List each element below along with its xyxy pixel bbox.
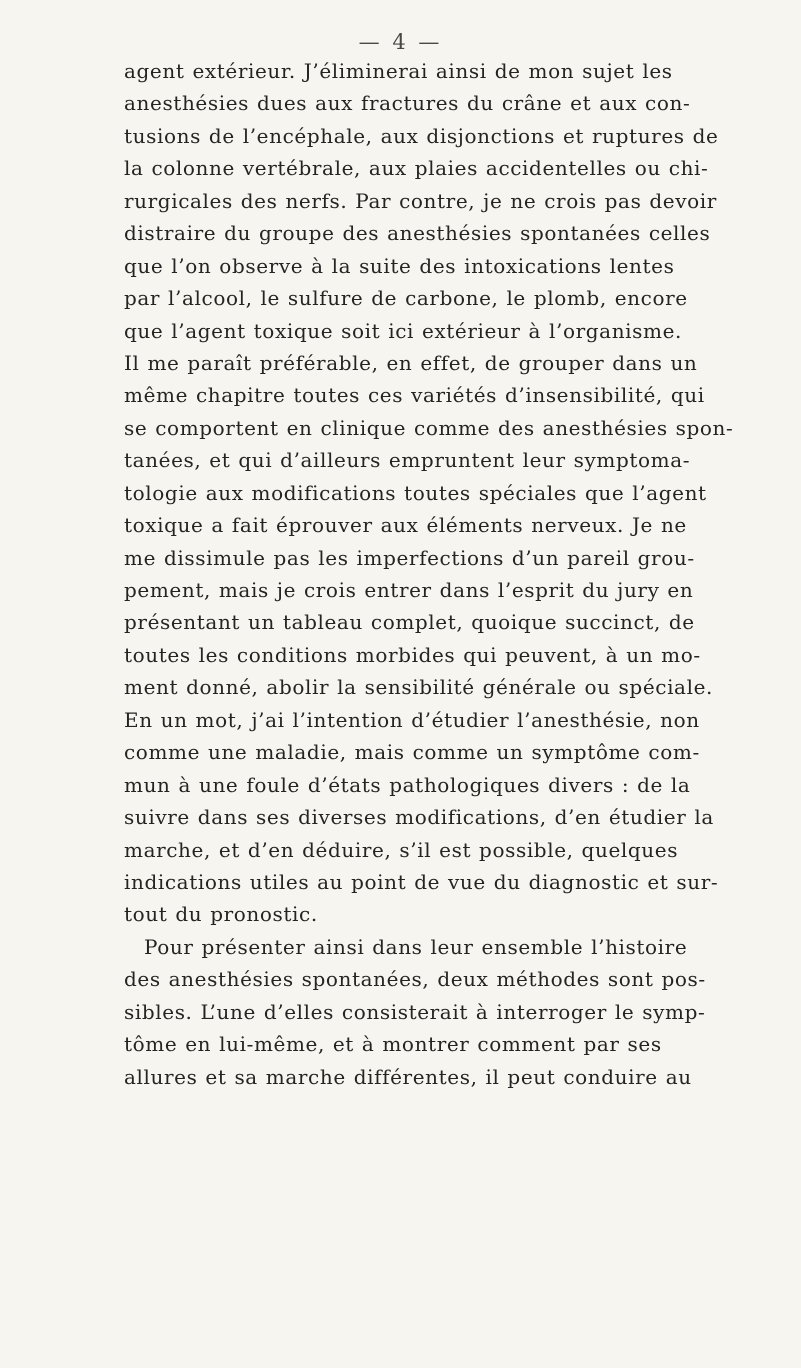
text-line: pement, mais je crois entrer dans l’esprit du jury en <box>124 578 694 602</box>
text-line: distraire du groupe des anesthésies spontanées celles <box>124 221 711 246</box>
text-line: comme une maladie, mais comme un symptôme com- <box>124 740 700 765</box>
text-line: Il me paraît préférable, en effet, de grouper dans un <box>124 350 698 375</box>
text-line: suivre dans ses diverses modifications, d’en étudier la <box>124 805 714 830</box>
text-line: sibles. L’une d’elles consisterait à interroger le symp- <box>124 999 706 1024</box>
text-line: toutes les conditions morbides qui peuvent, à un mo- <box>124 642 701 667</box>
text-line: par l’alcool, le sulfure de carbone, le plomb, encore <box>124 286 688 311</box>
text-line: ment donné, abolir la sensibilité générale ou spéciale. <box>124 675 713 700</box>
text-line: que l’agent toxique soit ici extérieur à l’organisme. <box>124 318 682 343</box>
text-line: tologie aux modifications toutes spéciales que l’agent <box>124 480 707 505</box>
text-line: présentant un tableau complet, quoique succinct, de <box>124 610 695 635</box>
text-line: agent extérieur. J’éliminerai ainsi de mon sujet les <box>124 59 673 83</box>
body-text <box>124 55 801 1093</box>
text-line: mun à une foule d’états pathologiques divers : de la <box>124 772 691 797</box>
text-line: rurgicales des nerfs. Par contre, je ne crois pas devoir <box>124 188 717 213</box>
text-line: anesthésies dues aux fractures du crâne et aux con- <box>124 91 691 116</box>
text-line: En un mot, j’ai l’intention d’étudier l’anesthésie, non <box>124 707 700 732</box>
text-line: tout du pronostic. <box>124 902 318 927</box>
text-line: marche, et d’en déduire, s’il est possible, quelques <box>124 837 679 862</box>
page-number: — 4 — <box>358 30 443 54</box>
text-line: des anesthésies spontanées, deux méthodes sont pos- <box>124 967 706 992</box>
text-line: allures et sa marche différentes, il peut conduire au <box>124 1064 692 1089</box>
text-line: même chapitre toutes ces variétés d’insensibilité, qui <box>124 383 705 408</box>
text-line: la colonne vertébrale, aux plaies accidentelles ou chi- <box>124 156 709 181</box>
text-line: toxique a fait éprouver aux éléments nerveux. Je ne <box>124 513 687 538</box>
text-line: tanées, et qui d’ailleurs empruntent leur symptoma- <box>124 448 691 473</box>
text-line: tôme en lui-même, et à montrer comment par ses <box>124 1032 662 1057</box>
text-line: que l’on observe à la suite des intoxications lentes <box>124 253 675 278</box>
text-line: se comportent en clinique comme des anesthésies spon- <box>124 415 734 440</box>
text-line: me dissimule pas les imperfections d’un pareil grou- <box>124 545 695 570</box>
text-line: tusions de l’encéphale, aux disjonctions et ruptures de <box>124 123 719 148</box>
text-line: Pour présenter ainsi dans leur ensemble l’histoire <box>144 934 688 959</box>
text-line: indications utiles au point de vue du diagnostic et sur- <box>124 869 719 894</box>
